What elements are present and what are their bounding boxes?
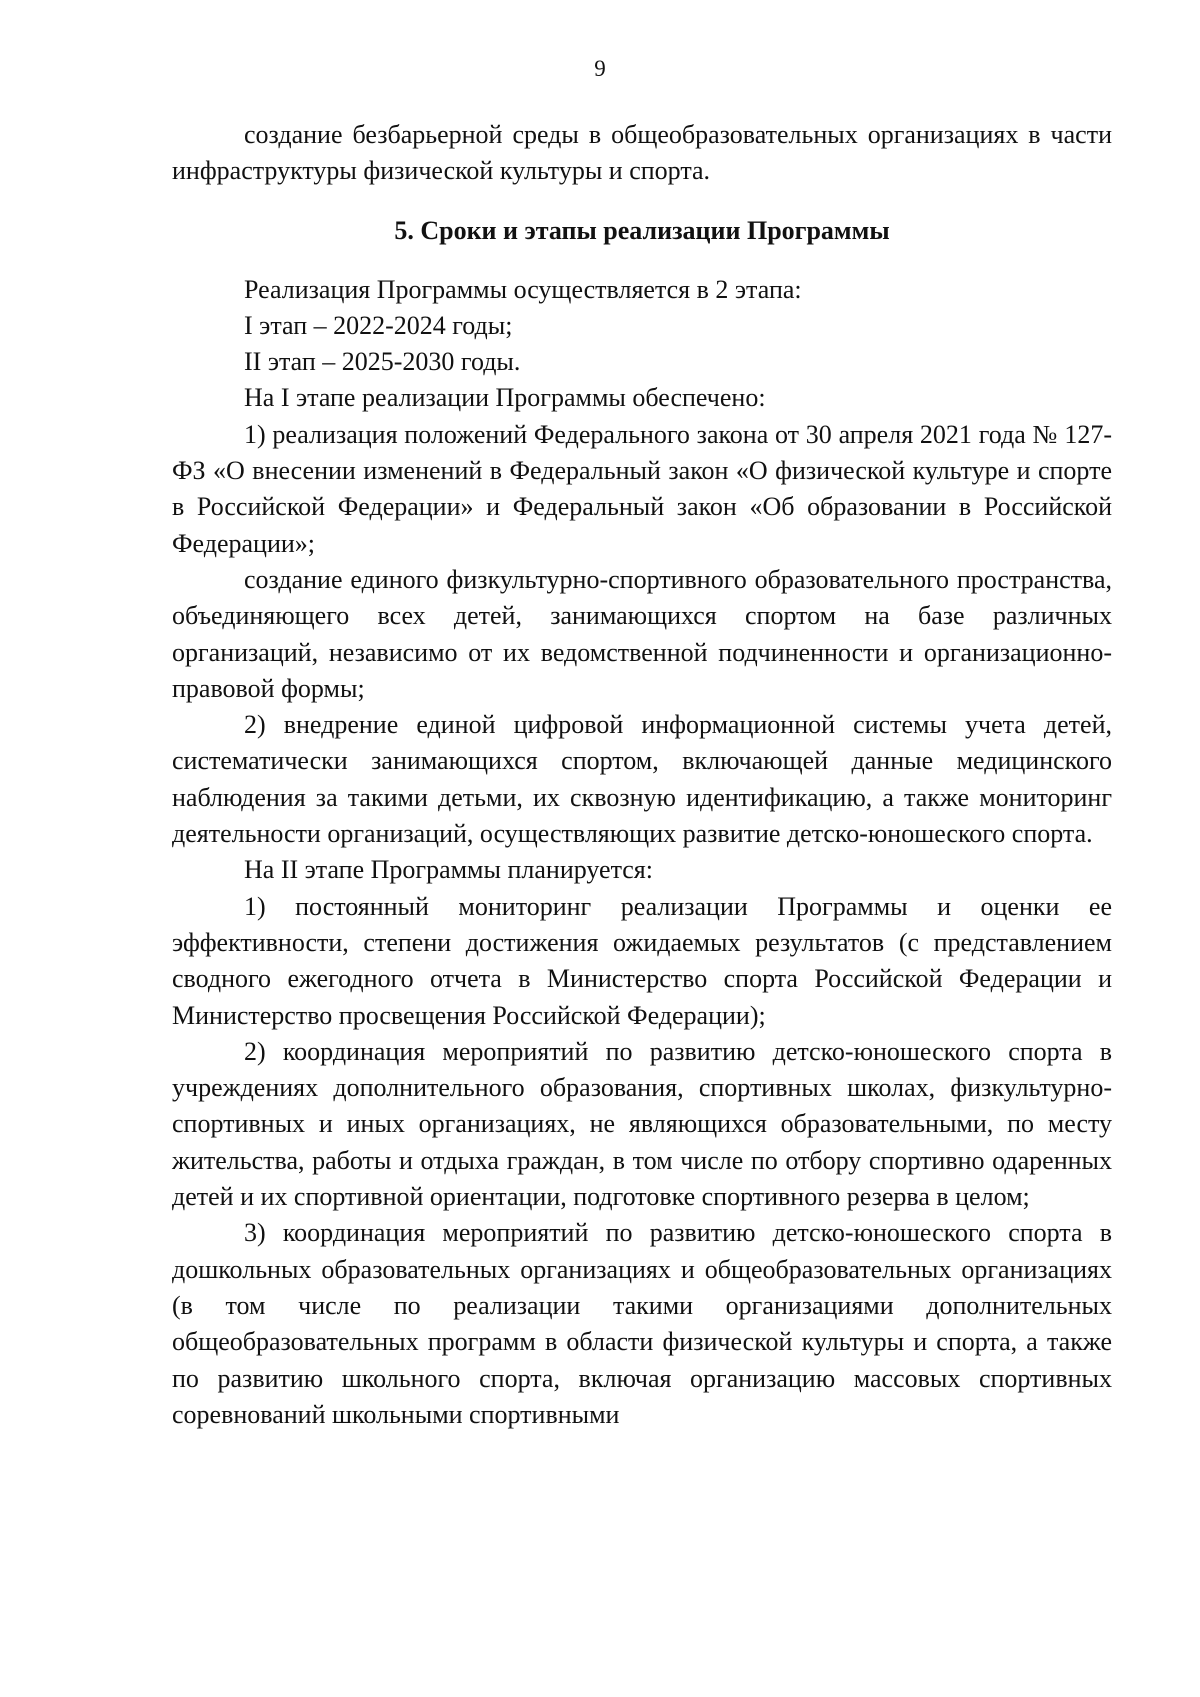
paragraph: I этап – 2022-2024 годы; [244,310,513,340]
document-body [172,117,1112,1433]
paragraph: II этап – 2025-2030 годы. [244,347,521,377]
section-heading: 5. Сроки и этапы реализации Программы [394,215,890,245]
paragraph: создание единого физкультурно-спортивного образовательного пространства, объединяющего всех детей, занимающихся спортом на базе различных организаций, независимо от их ведомственной подчиненности и организационно-правовой формы; [172,564,1112,703]
paragraph: 1) постоянный мониторинг реализации Программы и оценки ее эффективности, степени достижения ожидаемых результатов (с представлением сводного ежегодного отчета в Министерство спорта Российской Федерации и Министерство просвещения Российской Федерации); [172,891,1112,1030]
paragraph: На I этапе реализации Программы обеспечено: [244,383,766,413]
paragraph: На II этапе Программы планируется: [244,855,653,885]
paragraph: 2) внедрение единой цифровой информационной системы учета детей, систематически занимающихся спортом, включающей данные медицинского наблюдения за такими детьми, их сквозную идентификацию, а также мониторинг деятельности организаций, осуществляющих развитие детско-юношеского спорта. [172,710,1112,849]
paragraph-intro: создание безбарьерной среды в общеобразовательных организациях в части инфраструктуры физической культуры и спорта. [172,120,1112,186]
page-number: 9 [594,56,606,81]
paragraph: 3) координация мероприятий по развитию детско-юношеского спорта в дошкольных образовательных организациях и общеобразовательных организациях (в том числе по реализации такими организациями дополнительных общеобразовательных программ в области физической культуры и спорта, а также по развитию школьного спорта, включая организацию массовых спортивных соревнований школьными спортивными [172,1218,1112,1429]
paragraph: Реализация Программы осуществляется в 2 этапа: [244,274,802,304]
paragraph: 1) реализация положений Федерального закона от 30 апреля 2021 года № 127-ФЗ «О внесении изменений в Федеральный закон «О физической культуре и спорте в Российской Федерации» и Федеральный закон «Об образовании в Российской Федерации»; [172,419,1112,558]
paragraph: 2) координация мероприятий по развитию детско-юношеского спорта в учреждениях дополнительного образования, спортивных школах, физкультурно-спортивных и иных организациях, не являющихся образовательными, по месту жительства, работы и отдыха граждан, в том числе по отбору спортивно одаренных детей и их спортивной ориентации, подготовке спортивного резерва в целом; [172,1036,1112,1212]
